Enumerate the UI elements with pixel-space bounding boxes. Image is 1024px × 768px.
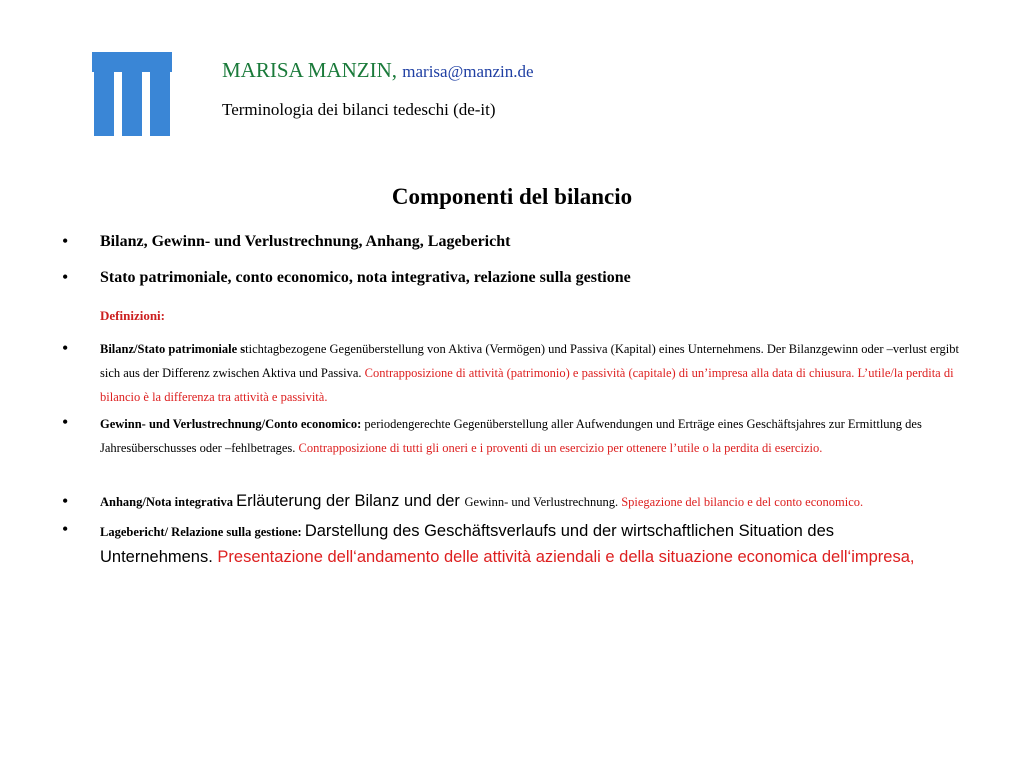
bullet-icon: • [62, 231, 69, 251]
arches-logo-icon [92, 52, 172, 136]
definition-term: Anhang/Nota integrativa [100, 495, 237, 509]
definition-term: Gewinn- und Verlustrechnung/Conto economico: [100, 417, 365, 431]
definition-italian: Contrapposizione di tutti gli oneri e i proventi di un esercizio per ottenere l’utile o la perdita di esercizio. [298, 441, 823, 455]
definition-german: periodengerechte Gegenüberstellung aller Aufwendungen und Erträge eines Geschäftsjahres zur Ermittlung des Jahresüberschusses oder –fehlbetrages. [100, 417, 922, 455]
definitions-label: Definizioni: [100, 308, 165, 323]
document-subtitle: Terminologia dei bilanci tedeschi (de-it) [222, 100, 496, 119]
bullet-icon: • [62, 412, 69, 432]
definition-italian: Spiegazione del bilancio e del conto economico. [621, 495, 864, 509]
definition-term: Bilanz/Stato patrimoniale s [100, 342, 246, 356]
definition-anhang [100, 491, 970, 512]
definition-bilanz [100, 337, 970, 409]
definition-german-sans: Erläuterung der Bilanz und der [236, 492, 465, 510]
definition-term: Lagebericht/ Relazione sulla gestione: [100, 525, 305, 539]
definition-lagebericht [100, 519, 930, 571]
components-german: Bilanz, Gewinn- und Verlustrechnung, Anhang, Lagebericht [100, 233, 511, 250]
definition-german: Gewinn- und Verlustrechnung. [464, 495, 622, 509]
definition-italian: Contrapposizione di attività (patrimonio) e passività (capitale) di un’impresa alla data di chiusura. L’utile/la perdita di bilancio è la differenza tra attività e passività. [100, 366, 954, 404]
bullet-icon: • [62, 491, 69, 511]
bullet-icon: • [62, 519, 69, 539]
components-italian: Stato patrimoniale, conto economico, nota integrativa, relazione sulla gestione [100, 269, 631, 286]
definition-german-sans: Darstellung des Geschäftsverlaufs und der wirtschaftlichen Situation des Unternehmens. [100, 522, 835, 566]
bullet-icon: • [62, 267, 69, 287]
author-name: MARISA MANZIN, [222, 58, 403, 82]
bullet-icon: • [62, 338, 69, 358]
author-line [222, 58, 534, 83]
page-title: Componenti del bilancio [391, 184, 633, 209]
definition-german: tichtagbezogene Gegenüberstellung von Aktiva (Vermögen) und Passiva (Kapital) eines Unternehmens. Der Bilanzgewinn oder –verlust ergibt sich aus der Differenz zwischen Aktiva und Passiva. [100, 342, 959, 380]
author-email[interactable]: marisa@manzin.de [402, 62, 534, 81]
definition-italian-sans: Presentazione dell‘andamento delle attività aziendali e della situazione economica dell‘impresa, [217, 548, 915, 566]
definition-guv [100, 412, 970, 460]
